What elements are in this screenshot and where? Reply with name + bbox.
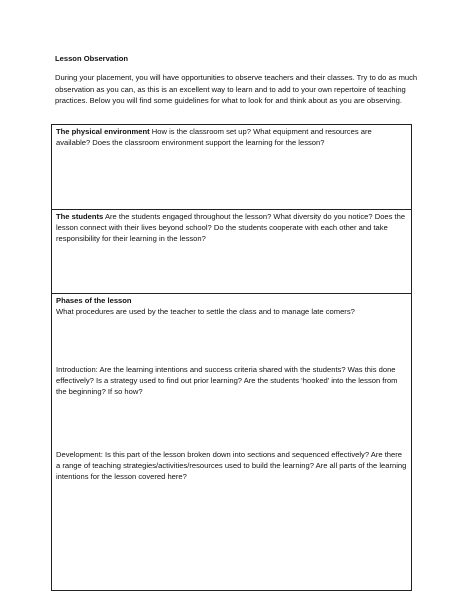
- introduction-prompt: Introduction: Are the learning intentions and success criteria shared with the students? Was this done effectively? Is a strategy used to find out prior learning? Are the students ‘hooked’ into the lesson from the beginning? If so how?: [56, 365, 398, 397]
- phases-cell[interactable]: [52, 294, 411, 590]
- physical-environment-prompt: [56, 126, 407, 148]
- physical-environment-text: How is the classroom set up? What equipment and resources are available? Does the classroom environment support the learning for the lesson?: [56, 127, 372, 148]
- procedures-prompt: What procedures are used by the teacher to settle the class and to manage late comers?: [56, 307, 355, 316]
- document-title: Lesson Observation: [55, 54, 129, 63]
- observation-table: [51, 124, 412, 591]
- development-prompt: Development: Is this part of the lesson broken down into sections and sequenced effectively? Are there a range of teaching strategies/activities/resources used to build the learning? Are all parts of the learning intentions for the lesson covered here?: [56, 450, 407, 482]
- students-heading: The students: [56, 212, 104, 221]
- students-prompt: [56, 211, 407, 245]
- students-text: Are the students engaged throughout the lesson? What diversity do you notice? Does the lesson connect with their lives beyond school? Do the students cooperate with each other and take responsibility for their learning in the lesson?: [56, 212, 406, 244]
- physical-environment-cell[interactable]: [52, 125, 411, 210]
- students-cell[interactable]: [52, 210, 411, 294]
- phases-heading: Phases of the lesson: [56, 296, 132, 305]
- intro-paragraph: During your placement, you will have opportunities to observe teachers and their classes. Try to do as much observation as you can, as this is an excellent way to learn and to add to your own repertoire of teaching practices. Below you will find some guidelines for what to look for and think about as you are observing.: [55, 73, 418, 106]
- physical-environment-heading: The physical environment: [56, 127, 150, 136]
